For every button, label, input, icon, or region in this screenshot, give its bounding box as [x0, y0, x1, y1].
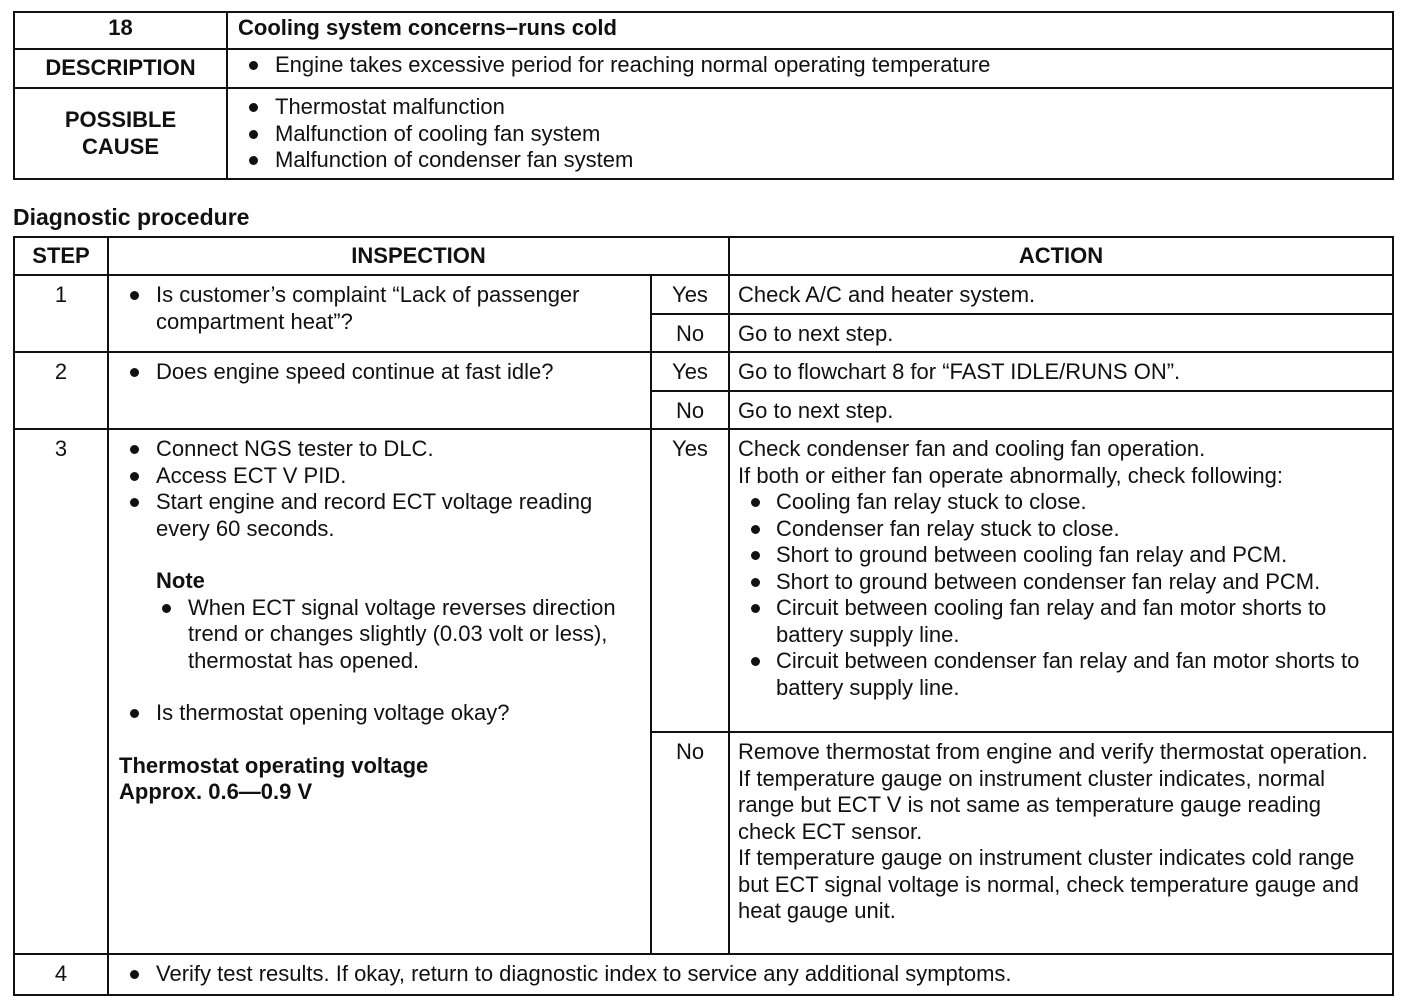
list-item: Malfunction of condenser fan system [238, 147, 1382, 174]
note-list [119, 595, 642, 675]
description-cell [227, 49, 1393, 88]
question-list [119, 700, 642, 727]
yes-label: Yes [651, 429, 729, 732]
list-item: Short to ground between condenser fan relay and PCM. [738, 569, 1384, 596]
note-title: Note [156, 568, 205, 593]
list-item: Thermostat malfunction [238, 94, 1382, 121]
possible-cause-label-line2: CAUSE [81, 133, 159, 159]
list-item: Access ECT V PID. [119, 463, 642, 490]
possible-cause-list [238, 94, 1382, 174]
list-item: Start engine and record ECT voltage reading every 60 seconds. [119, 489, 642, 542]
inspection-cell [108, 954, 1393, 995]
no-label: No [651, 314, 729, 353]
list-item: Is customer’s complaint “Lack of passenger compartment heat”? [119, 282, 642, 335]
no-action: Go to next step. [729, 314, 1393, 353]
symptom-number: 18 [14, 12, 227, 49]
table-row [14, 275, 1393, 314]
possible-cause-label-line1: POSSIBLE [64, 107, 177, 132]
no-action-text: If temperature gauge on instrument cluster indicates, normal range but ECT V is not same as temperature gauge reading check ECT sensor. [738, 765, 1325, 844]
yes-action [729, 429, 1393, 732]
no-action: Go to next step. [729, 391, 1393, 430]
list-item: Is thermostat opening voltage okay? [119, 700, 642, 727]
list-item: Cooling fan relay stuck to close. [738, 489, 1384, 516]
step-number: 1 [14, 275, 108, 352]
table-row [14, 429, 1393, 732]
yes-action: Go to flowchart 8 for “FAST IDLE/RUNS ON”. [729, 352, 1393, 391]
list-item: Short to ground between cooling fan relay and PCM. [738, 542, 1384, 569]
action-intro: Check condenser fan and cooling fan operation. [738, 436, 1206, 461]
column-header-inspection: INSPECTION [108, 237, 729, 275]
list-item: Condenser fan relay stuck to close. [738, 516, 1384, 543]
inspection-cell [108, 429, 651, 954]
no-label: No [651, 391, 729, 430]
list-item: Engine takes excessive period for reaching normal operating temperature [238, 52, 1382, 79]
table-row [14, 352, 1393, 391]
list-item: Connect NGS tester to DLC. [119, 436, 642, 463]
no-action-text: Remove thermostat from engine and verify thermostat operation. [738, 739, 1368, 764]
action-intro: If both or either fan operate abnormally, check following: [738, 462, 1284, 488]
inspection-cell [108, 275, 651, 352]
step-number: 2 [14, 352, 108, 429]
step-number: 4 [14, 954, 108, 995]
no-action-text: If temperature gauge on instrument cluster indicates cold range but ECT signal voltage is normal, check temperature gauge and heat gauge unit. [738, 845, 1359, 923]
inspection-list [119, 436, 642, 542]
list-item: Verify test results. If okay, return to diagnostic index to service any additional symptoms. [119, 961, 1384, 988]
yes-label: Yes [651, 352, 729, 391]
table-row [14, 954, 1393, 995]
diagnostic-procedure-table [13, 236, 1394, 996]
list-item: Circuit between cooling fan relay and fan motor shorts to battery supply line. [738, 595, 1384, 648]
symptom-info-table [13, 11, 1394, 180]
possible-cause-cell [227, 88, 1393, 179]
possible-cause-label [14, 88, 227, 179]
list-item: Malfunction of cooling fan system [238, 121, 1382, 148]
section-title: Diagnostic procedure [13, 204, 250, 230]
list-item: Circuit between condenser fan relay and fan motor shorts to battery supply line. [738, 648, 1384, 701]
spec-value: Approx. 0.6—0.9 V [119, 779, 313, 804]
column-header-action: ACTION [729, 237, 1393, 275]
yes-label: Yes [651, 275, 729, 314]
description-list [238, 52, 1382, 79]
no-label: No [651, 732, 729, 954]
no-action [729, 732, 1393, 954]
list-item: Does engine speed continue at fast idle? [119, 359, 642, 386]
step-number: 3 [14, 429, 108, 954]
spec-title: Thermostat operating voltage [119, 752, 429, 778]
description-label: DESCRIPTION [14, 49, 227, 88]
symptom-title: Cooling system concerns–runs cold [227, 12, 1393, 49]
check-list [738, 489, 1384, 701]
column-header-step: STEP [14, 237, 108, 275]
list-item: When ECT signal voltage reverses direction trend or changes slightly (0.03 volt or less), thermostat has opened. [119, 595, 642, 675]
inspection-cell [108, 352, 651, 429]
yes-action: Check A/C and heater system. [729, 275, 1393, 314]
